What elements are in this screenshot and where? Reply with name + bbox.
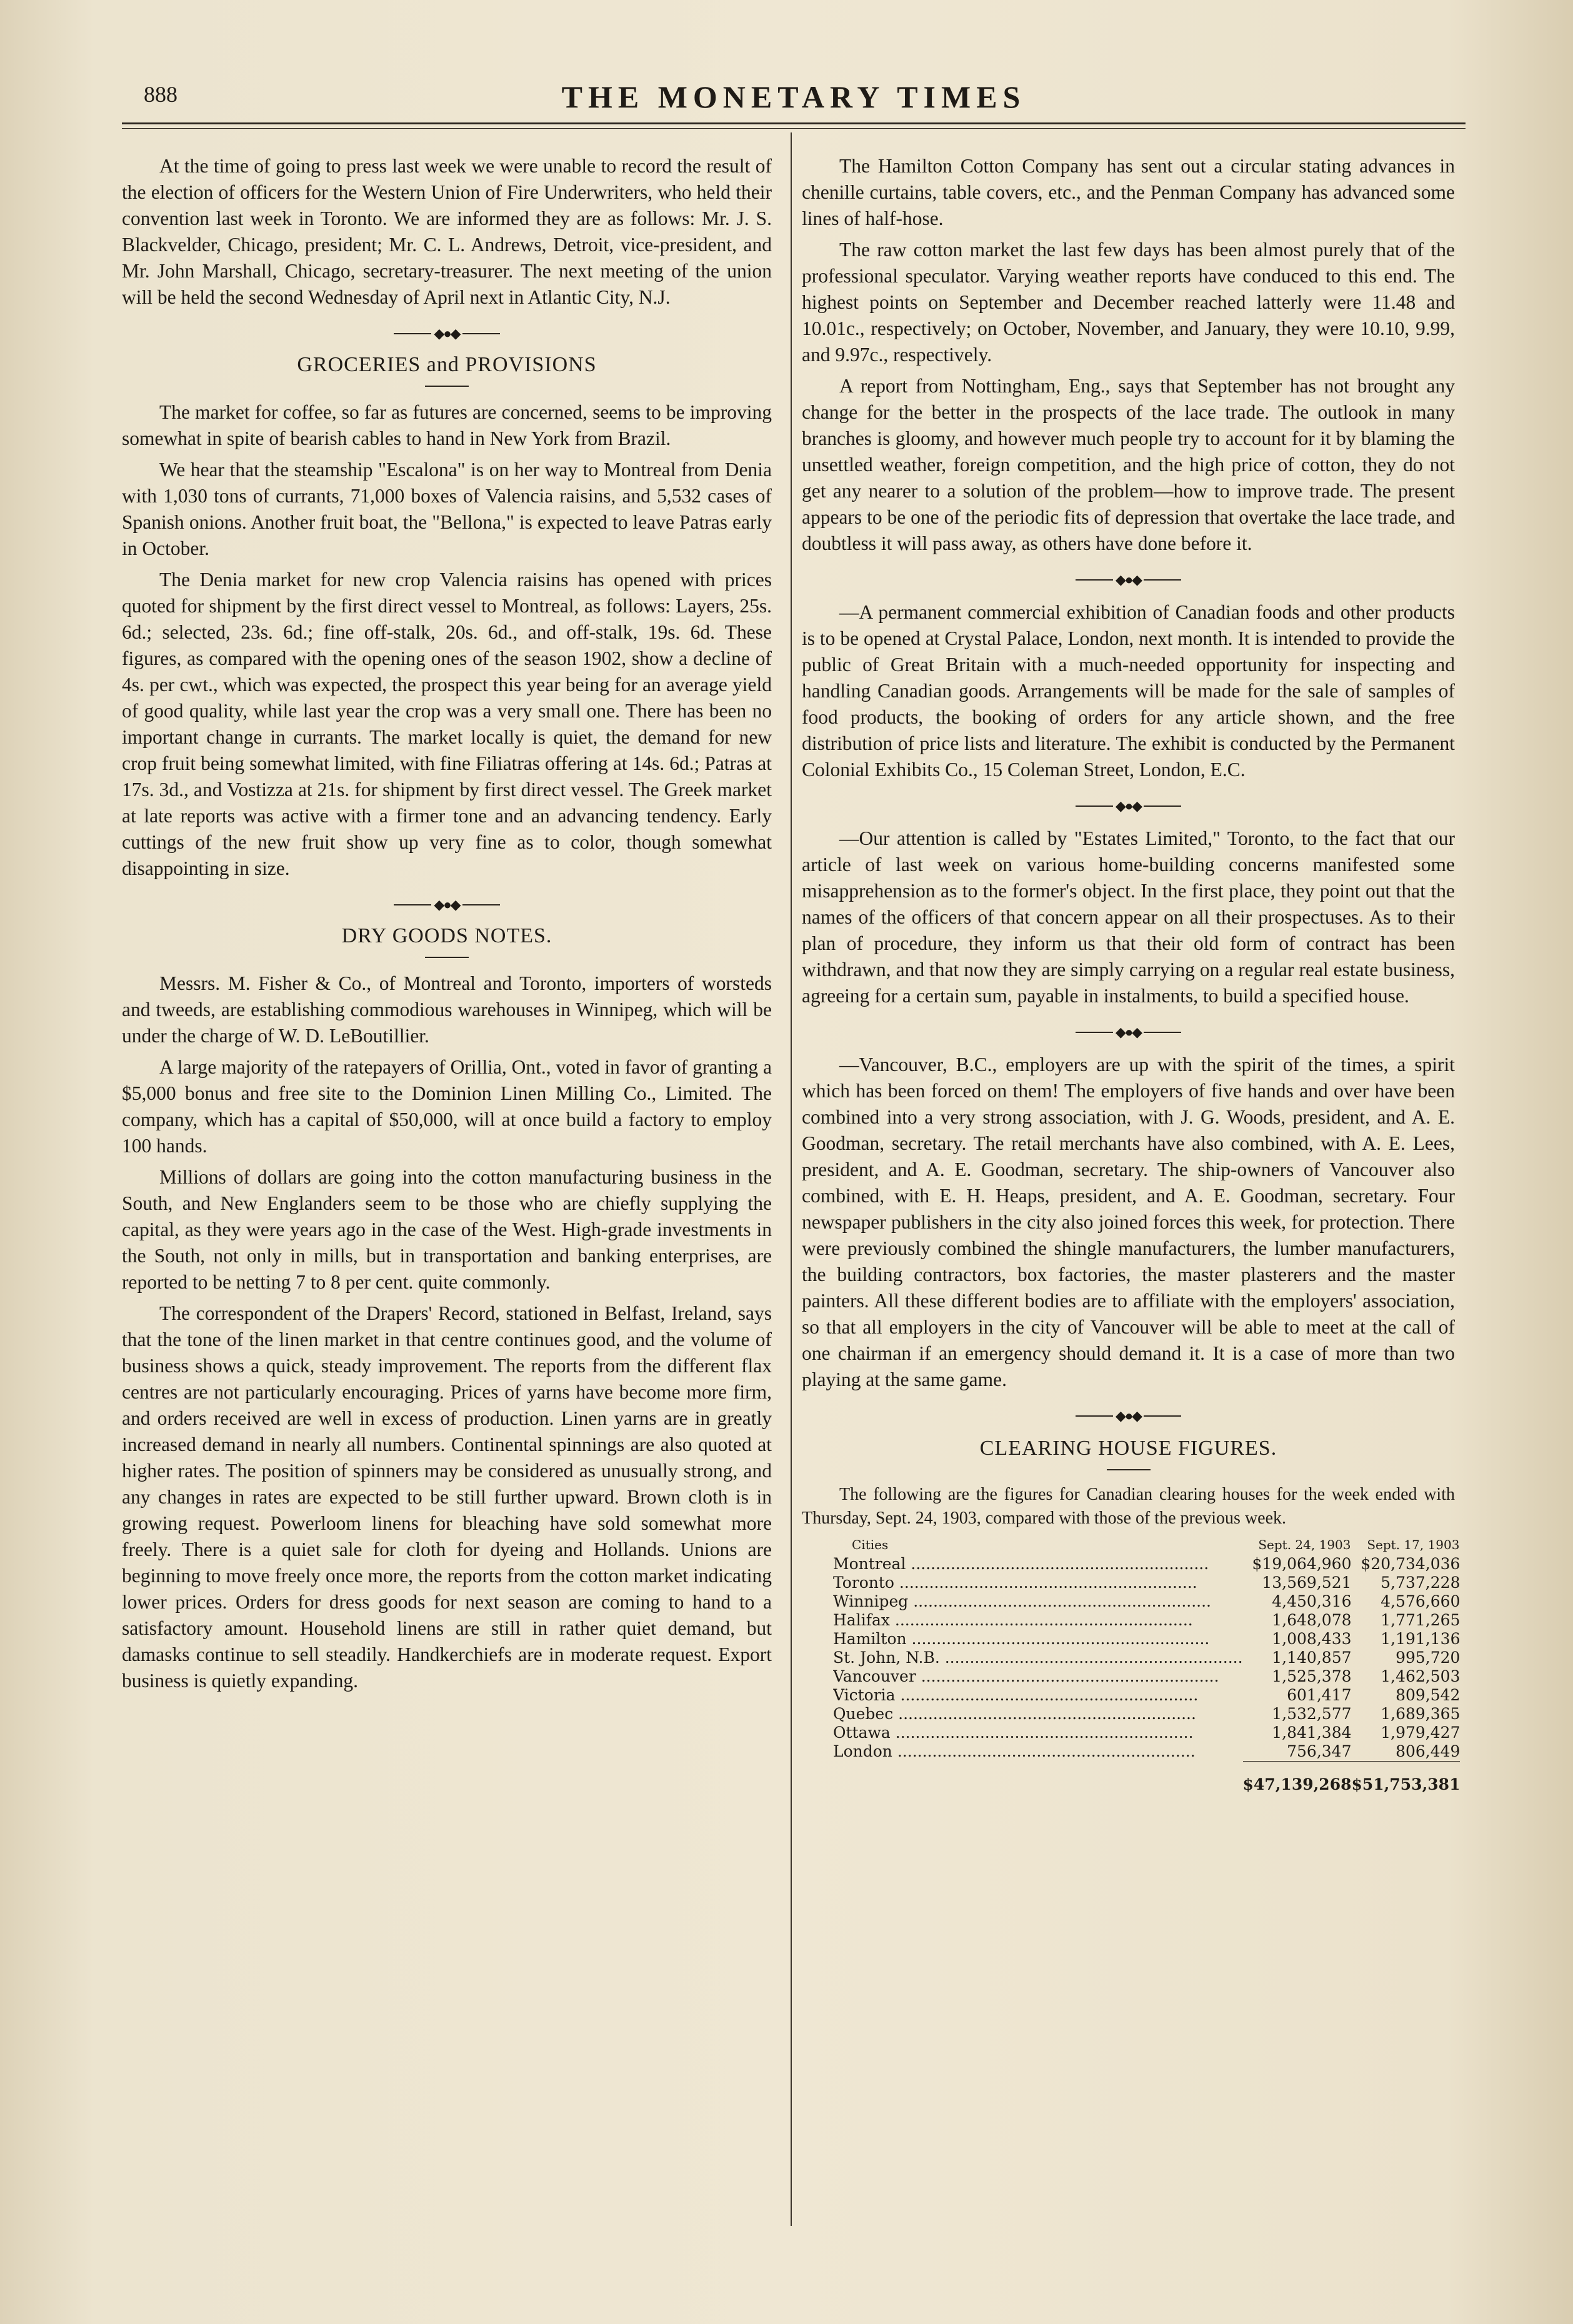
ornament-divider: ◆●◆ bbox=[122, 895, 772, 913]
column-header-sept-17: Sept. 17, 1903 bbox=[1367, 1537, 1460, 1552]
sept-24-cell: $19,064,960 bbox=[1252, 1554, 1352, 1573]
table-row bbox=[833, 1573, 1460, 1592]
sept-24-cell: 1,532,577 bbox=[1272, 1704, 1352, 1723]
sept-17-cell: 1,689,365 bbox=[1381, 1704, 1461, 1723]
groceries-paragraph: The market for coffee, so far as futures are concerned, seems to be improving somewhat in spite of bearish cables to hand in New York from Brazil. bbox=[122, 401, 772, 449]
column-header-cities: Cities bbox=[852, 1537, 889, 1552]
table-row bbox=[833, 1648, 1460, 1667]
dry-goods-paragraph: Millions of dollars are going into the cotton manufacturing business in the South, and New Englanders seem to be those who are chiefly supplying the capital, as they were years ago in the case of the West. High-grade investments in the South, not only in mills, but in transportation and banking enterprises, are reported to be netting 7 to 8 per cent. quite commonly. bbox=[122, 1165, 772, 1293]
sept-17-cell: 1,979,427 bbox=[1381, 1723, 1461, 1742]
exhibition-paragraph: —A permanent commercial exhibition of Canadian foods and other products is to be opened at Crystal Palace, London, next month. It is intended to provide the public of Great Britain with a much-needed opportunity for inspecting and handling Canadian goods. Arrangements will be made for the sale of samples of food products, the booking of orders for any article shown, and the free distribution of price lists and literature. The exhibit is conducted by the Permanent Colonial Exhibits Co., 15 Coleman Street, London, E.C. bbox=[802, 601, 1455, 780]
total-sept-17: $51,753,381 bbox=[1352, 1761, 1461, 1794]
sept-17-cell: 1,771,265 bbox=[1381, 1610, 1461, 1629]
cotton-paragraph: The Hamilton Cotton Company has sent out a circular stating advances in chenille curtains, table covers, etc., and the Penman Company has advanced some lines of half-hose. bbox=[802, 155, 1455, 229]
dry-goods-paragraph: Messrs. M. Fisher & Co., of Montreal and Toronto, importers of worsteds and tweeds, are establishing commodious warehouses in Winnipeg, which will be under the charge of W. D. LeBoutillier. bbox=[122, 972, 772, 1047]
city-cell: Quebec ............................................................ bbox=[833, 1704, 1196, 1723]
clearing-house-heading: CLEARING HOUSE FIGURES. bbox=[979, 1436, 1277, 1460]
ornament-divider: ◆●◆ bbox=[802, 1023, 1455, 1040]
sept-24-cell: 1,841,384 bbox=[1272, 1723, 1352, 1742]
sept-24-cell: 756,347 bbox=[1287, 1742, 1352, 1760]
sept-24-cell: 4,450,316 bbox=[1272, 1592, 1352, 1610]
right-column bbox=[802, 153, 1461, 1794]
city-cell: Montreal ............................................................ bbox=[833, 1554, 1209, 1573]
underwriters-paragraph: At the time of going to press last week we were unable to record the result of the election of officers for the Western Union of Fire Underwriters, who held their convention last week in Toronto. We are informed they are as follows: Mr. J. S. Blackvelder, Chicago, president; Mr. C. L. Andrews, Detroit, vice-president, and Mr. John Marshall, Chicago, secretary-treasurer. The next meeting of the union will be held the second Wednesday of April next in Atlantic City, N.J. bbox=[122, 155, 772, 308]
city-cell: Vancouver ............................................................ bbox=[833, 1667, 1219, 1685]
ornament-divider: ◆●◆ bbox=[802, 1407, 1455, 1424]
column-header-sept-24: Sept. 24, 1903 bbox=[1258, 1537, 1351, 1552]
table-row bbox=[833, 1705, 1460, 1723]
table-row bbox=[833, 1723, 1460, 1742]
sept-17-cell: $20,734,036 bbox=[1361, 1554, 1461, 1573]
groceries-heading: GROCERIES and PROVISIONS bbox=[297, 352, 597, 376]
table-row bbox=[833, 1611, 1460, 1630]
ornament-divider: ◆●◆ bbox=[802, 797, 1455, 814]
sept-24-cell: 1,140,857 bbox=[1272, 1648, 1352, 1667]
city-cell: Ottawa ............................................................ bbox=[833, 1723, 1194, 1742]
sept-24-cell: 1,008,433 bbox=[1272, 1629, 1352, 1648]
city-cell: Hamilton ............................................................ bbox=[833, 1629, 1210, 1648]
heading-rule bbox=[425, 386, 469, 387]
dry-goods-heading: DRY GOODS NOTES. bbox=[341, 924, 552, 947]
clearing-house-intro: The following are the figures for Canadian clearing houses for the week ended with Thursday, Sept. 24, 1903, compared with those of the previous week. bbox=[802, 1484, 1455, 1528]
sept-24-cell: 13,569,521 bbox=[1262, 1573, 1352, 1592]
sept-17-cell: 5,737,228 bbox=[1381, 1573, 1461, 1592]
sept-24-cell: 1,648,078 bbox=[1272, 1610, 1352, 1629]
clearing-house-rows bbox=[833, 1555, 1460, 1762]
city-cell: Winnipeg ............................................................ bbox=[833, 1592, 1212, 1610]
city-cell: Toronto ............................................................ bbox=[833, 1573, 1197, 1592]
totals-label-cell bbox=[833, 1761, 1243, 1794]
header-rule-thin bbox=[122, 128, 1466, 129]
page-number: 888 bbox=[144, 82, 177, 107]
page-header bbox=[122, 74, 1466, 124]
cotton-paragraph: A report from Nottingham, Eng., says that September has not brought any change for the better in the prospects of the lace trade. The outlook in many branches is gloomy, and however much people try to account for it by blaming the unsettled weather, foreign competition, and the high price of cotton, they do not get any nearer to a solution of the problem—how to improve trade. The present appears to be one of the periodic fits of depression that overtake the lace trade, and doubtless it will pass away, as others have done before it. bbox=[802, 375, 1455, 554]
table-row bbox=[833, 1667, 1460, 1686]
table-header-row bbox=[833, 1537, 1460, 1555]
sept-17-cell: 1,462,503 bbox=[1381, 1667, 1461, 1685]
city-cell: London ............................................................ bbox=[833, 1742, 1196, 1761]
city-cell: Victoria ............................................................ bbox=[833, 1685, 1199, 1704]
header-rule bbox=[122, 122, 1466, 124]
total-sept-24: $47,139,268 bbox=[1243, 1761, 1352, 1794]
totals-row bbox=[833, 1761, 1460, 1794]
sept-24-cell: 601,417 bbox=[1287, 1685, 1352, 1704]
table-row bbox=[833, 1630, 1460, 1648]
table-row bbox=[833, 1592, 1460, 1611]
masthead: THE MONETARY TIMES bbox=[561, 79, 1026, 114]
table-row bbox=[833, 1686, 1460, 1705]
estates-paragraph: —Our attention is called by "Estates Limited," Toronto, to the fact that our article of last week on various home-building concerns manifested some misapprehension as to the former's object. In the first place, they point out that the names of the officers of that concern appear on all their prospectuses. As to their plan of procedure, they inform us that their old form of contract has been withdrawn, and that now they are simply carrying on a regular real estate business, agreeing for a certain sum, payable in instalments, to build a specified house. bbox=[802, 827, 1455, 1007]
heading-rule bbox=[425, 957, 469, 958]
dry-goods-paragraph: A large majority of the ratepayers of Orillia, Ont., voted in favor of granting a $5,000 bonus and free site to the Dominion Linen Milling Co., Limited. The company, which has a capital of $50,000, will at once build a factory to employ 100 hands. bbox=[122, 1055, 772, 1157]
heading-rule bbox=[1107, 1469, 1151, 1470]
city-cell: Halifax ............................................................ bbox=[833, 1610, 1193, 1629]
sept-17-cell: 809,542 bbox=[1396, 1685, 1461, 1704]
table-row bbox=[833, 1742, 1460, 1762]
groceries-paragraph: The Denia market for new crop Valencia raisins has opened with prices quoted for shipment by the first direct vessel to Montreal, as follows: Layers, 25s. 6d.; selected, 23s. 6d.; fine off-stalk, 20s. 6d., and off-stalk, 19s. 6d. These figures, as compared with the opening ones of the season 1902, show a decline of 4s. per cwt., which was expected, the prospect this year being for an average yield of good quality, while last year the crop was a very small one. There has been no important change in currants. The market locally is quiet, the demand for new crop fruit being somewhat limited, with fine Filiatras offering at 14s. 6d.; Patras at 17s. 3d., and Vostizza at 21s. for shipment by first direct vessel. The Greek market at late reports was active with a firmer tone and an advancing tendency. Early cuttings of the new fruit show up very fine as to color, though somewhat disappointing in size. bbox=[122, 568, 772, 879]
sept-17-cell: 995,720 bbox=[1396, 1648, 1461, 1667]
clearing-house-table bbox=[833, 1537, 1460, 1794]
sept-17-cell: 806,449 bbox=[1396, 1742, 1461, 1760]
ornament-divider: ◆●◆ bbox=[802, 571, 1455, 588]
groceries-paragraph: We hear that the steamship "Escalona" is on her way to Montreal from Denia with 1,030 tons of currants, 71,000 boxes of Valencia raisins, and 5,532 cases of Spanish onions. Another fruit boat, the "Bellona," is expected to leave Patras early in October. bbox=[122, 458, 772, 559]
column-divider bbox=[791, 132, 792, 2226]
vancouver-paragraph: —Vancouver, B.C., employers are up with the spirit of the times, a spirit which has been forced on them! The employers of five hands and over have been combined into a very strong association, with J. G. Woods, president, and A. E. Goodman, secretary. The retail merchants have also combined, with A. E. Lees, president, and A. E. Goodman, secretary. The ship-owners of Vancouver also combined, with E. H. Heaps, president, and A. E. Goodman, secretary. Four newspaper publishers in the city also joined forces this week, for protection. There were previously combined the shingle manufacturers, the lumber manufacturers, the building contractors, box factories, the master plasterers and the master painters. All these different bodies are to affiliate with the employers' association, so that all employers in the city of Vancouver will be able to meet at the call of one chairman if an emergency should demand it. It is a case of more than two playing at the same game. bbox=[802, 1053, 1455, 1390]
ornament-divider: ◆●◆ bbox=[122, 324, 772, 342]
cotton-paragraph: The raw cotton market the last few days has been almost purely that of the professional speculator. Varying weather reports have conduced to this end. The highest points on September and December reached latterly were 11.48 and 10.01c., respectively; on October, November, and January, they were 10.10, 9.99, and 9.97c., respectively. bbox=[802, 239, 1455, 366]
dry-goods-paragraph: The correspondent of the Drapers' Record, stationed in Belfast, Ireland, says that the tone of the linen market in that centre continues good, and the volume of business shows a quick, steady improvement. The reports from the different flax centres are not particularly encouraging. Prices of yarns have become more firm, and orders received are well in excess of production. Linen yarns are in greatly increased demand in nearly all numbers. Continental spinnings are also quoted at higher rates. The position of spinners may be considered as unusually strong, and any changes in rates are expected to be still further upward. Brown cloth is in growing request. Powerloom linens for bleaching have sold somewhat more freely. There is a quiet sale for cloth for dyeing and Hollands. Unions are beginning to move freely once more, the reports from the cotton market indicating lower prices. Orders for dress goods for next season are coming to hand to a satisfactory amount. Household linens are still in rather quiet demand, but damasks continue to sell steadily. Handkerchiefs are in moderate request. Export business is quietly expanding. bbox=[122, 1302, 772, 1692]
sept-17-cell: 1,191,136 bbox=[1381, 1629, 1461, 1648]
sept-24-cell: 1,525,378 bbox=[1272, 1667, 1352, 1685]
city-cell: St. John, N.B. ............................................................ bbox=[833, 1648, 1243, 1667]
left-column bbox=[122, 153, 772, 1699]
sept-17-cell: 4,576,660 bbox=[1381, 1592, 1461, 1610]
table-row bbox=[833, 1555, 1460, 1573]
